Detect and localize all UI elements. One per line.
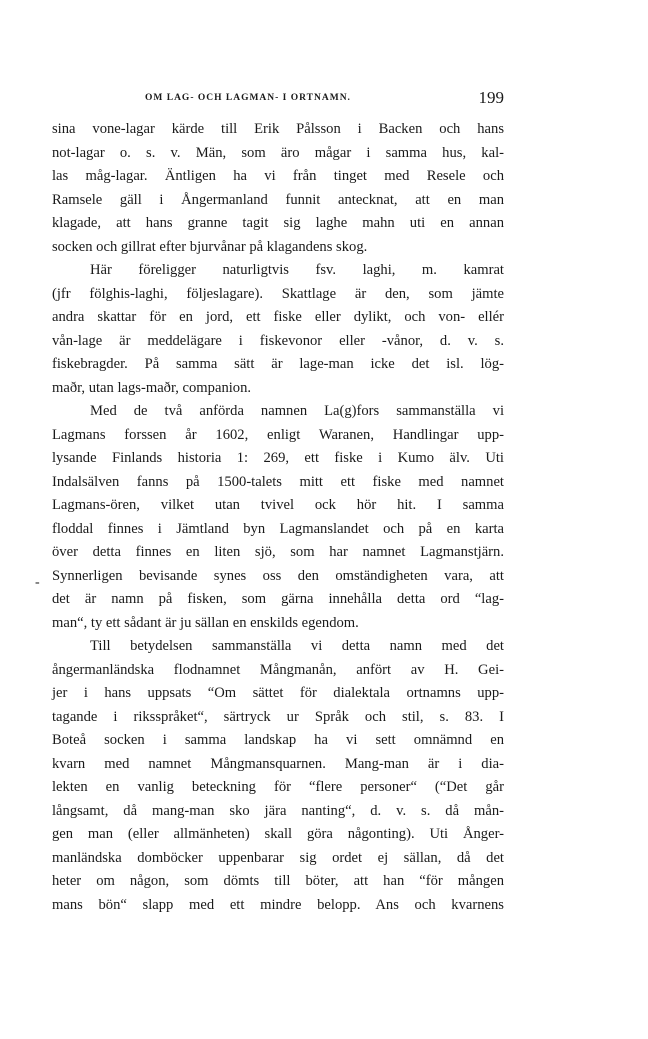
text-line: Ramsele gäll i Ångermanland funnit antecknat, att en man <box>52 191 504 208</box>
text-line: andra skattar för en jord, ett fiske eller dylikt, och von- ellér <box>52 309 504 325</box>
text-line: tagande i riksspråket“, särtryck ur Språk och stil, s. 83. I <box>52 708 504 725</box>
text-line: Lagmans-ören, vilket utan tvivel ock hör hit. I samma <box>52 497 504 513</box>
text-line: not-lagar o. s. v. Män, som äro mågar i samma hus, kal- <box>52 144 504 161</box>
text-line: det är namn på fisken, som gärna innehålla detta ord “lag- <box>52 591 504 607</box>
text-line: jer i hans uppsats “Om sättet för dialektala ortnamns upp- <box>52 685 504 701</box>
text-line: över detta finnes en liten sjö, som har namnet Lagmanstjärn. <box>52 544 504 560</box>
text-line: Med de två anförda namnen La(g)fors sammanställa vi <box>90 403 504 419</box>
text-line: lysande Finlands historia 1: 269, ett fiske i Kumo älv. Uti <box>52 450 504 466</box>
text-line: Boteå socken i samma landskap ha vi sett omnämnd en <box>52 732 504 748</box>
text-line: Här föreligger naturligtvis fsv. laghi, m. kamrat <box>90 262 504 278</box>
text-line: Till betydelsen sammanställa vi detta namn med det <box>90 638 504 654</box>
text-line: fiskebragder. På samma sätt är lage-man icke det isl. lög- <box>52 356 504 372</box>
text-line: mans bön“ slapp med ett mindre belopp. Ans och kvarnens <box>52 896 504 913</box>
page-number: 199 <box>478 88 504 107</box>
text-line: kvarn med namnet Mångmansquarnen. Mang-man är i dia- <box>52 755 504 772</box>
text-line: socken och gillrat efter bjurvånar på klagandens skog. <box>52 238 368 255</box>
margin-mark: - <box>35 575 40 590</box>
text-line: sina vone-lagar kärde till Erik Pålsson i Backen och hans <box>52 121 504 137</box>
page-header <box>52 88 504 108</box>
running-head: OM LAG- OCH LAGMAN- I ORTNAMN. <box>145 93 351 103</box>
text-line: långsamt, då mang-man sko jära nanting“, d. v. s. då mån- <box>52 802 504 819</box>
text-line: maðr, utan lags-maðr, companion. <box>52 379 252 396</box>
text-line: Indalsälven fanns på 1500-talets mitt ett fiske med namnet <box>52 473 504 490</box>
text-line: heter om någon, som dömts till böter, att han “för mången <box>52 873 504 889</box>
text-line: las måg-lagar. Äntligen ha vi från tinget med Resele och <box>52 168 504 184</box>
text-line: vån-lage är meddelägare i fiskevonor eller -vånor, d. v. s. <box>52 332 504 349</box>
text-line: Synnerligen bevisande synes oss den omständigheten vara, att <box>52 567 504 584</box>
text-line: lekten en vanlig beteckning för “flere personer“ (“Det går <box>52 779 504 795</box>
text-line: man“, ty ett sådant är ju sällan en enskilds egendom. <box>52 614 359 631</box>
text-line: ångermanländska flodnamnet Mångmanån, anfört av H. Gei- <box>52 661 504 678</box>
text-line: klagade, att hans granne tagit sig laghe mahn uti en annan <box>52 215 504 231</box>
text-line: Lagmans forssen år 1602, enligt Waranen, Handlingar upp- <box>52 426 504 443</box>
body-text <box>52 118 504 917</box>
text-line: floddal finnes i Jämtland byn Lagmanslandet och på en karta <box>52 520 504 537</box>
text-line: gen man (eller allmänheten) skall göra någonting). Uti Ånger- <box>52 826 504 842</box>
text-line: manländska domböcker uppenbarar sig ordet ej sällan, då det <box>52 849 504 866</box>
text-line: (jfr fölghis-laghi, följeslagare). Skattlage är den, som jämte <box>52 285 504 302</box>
